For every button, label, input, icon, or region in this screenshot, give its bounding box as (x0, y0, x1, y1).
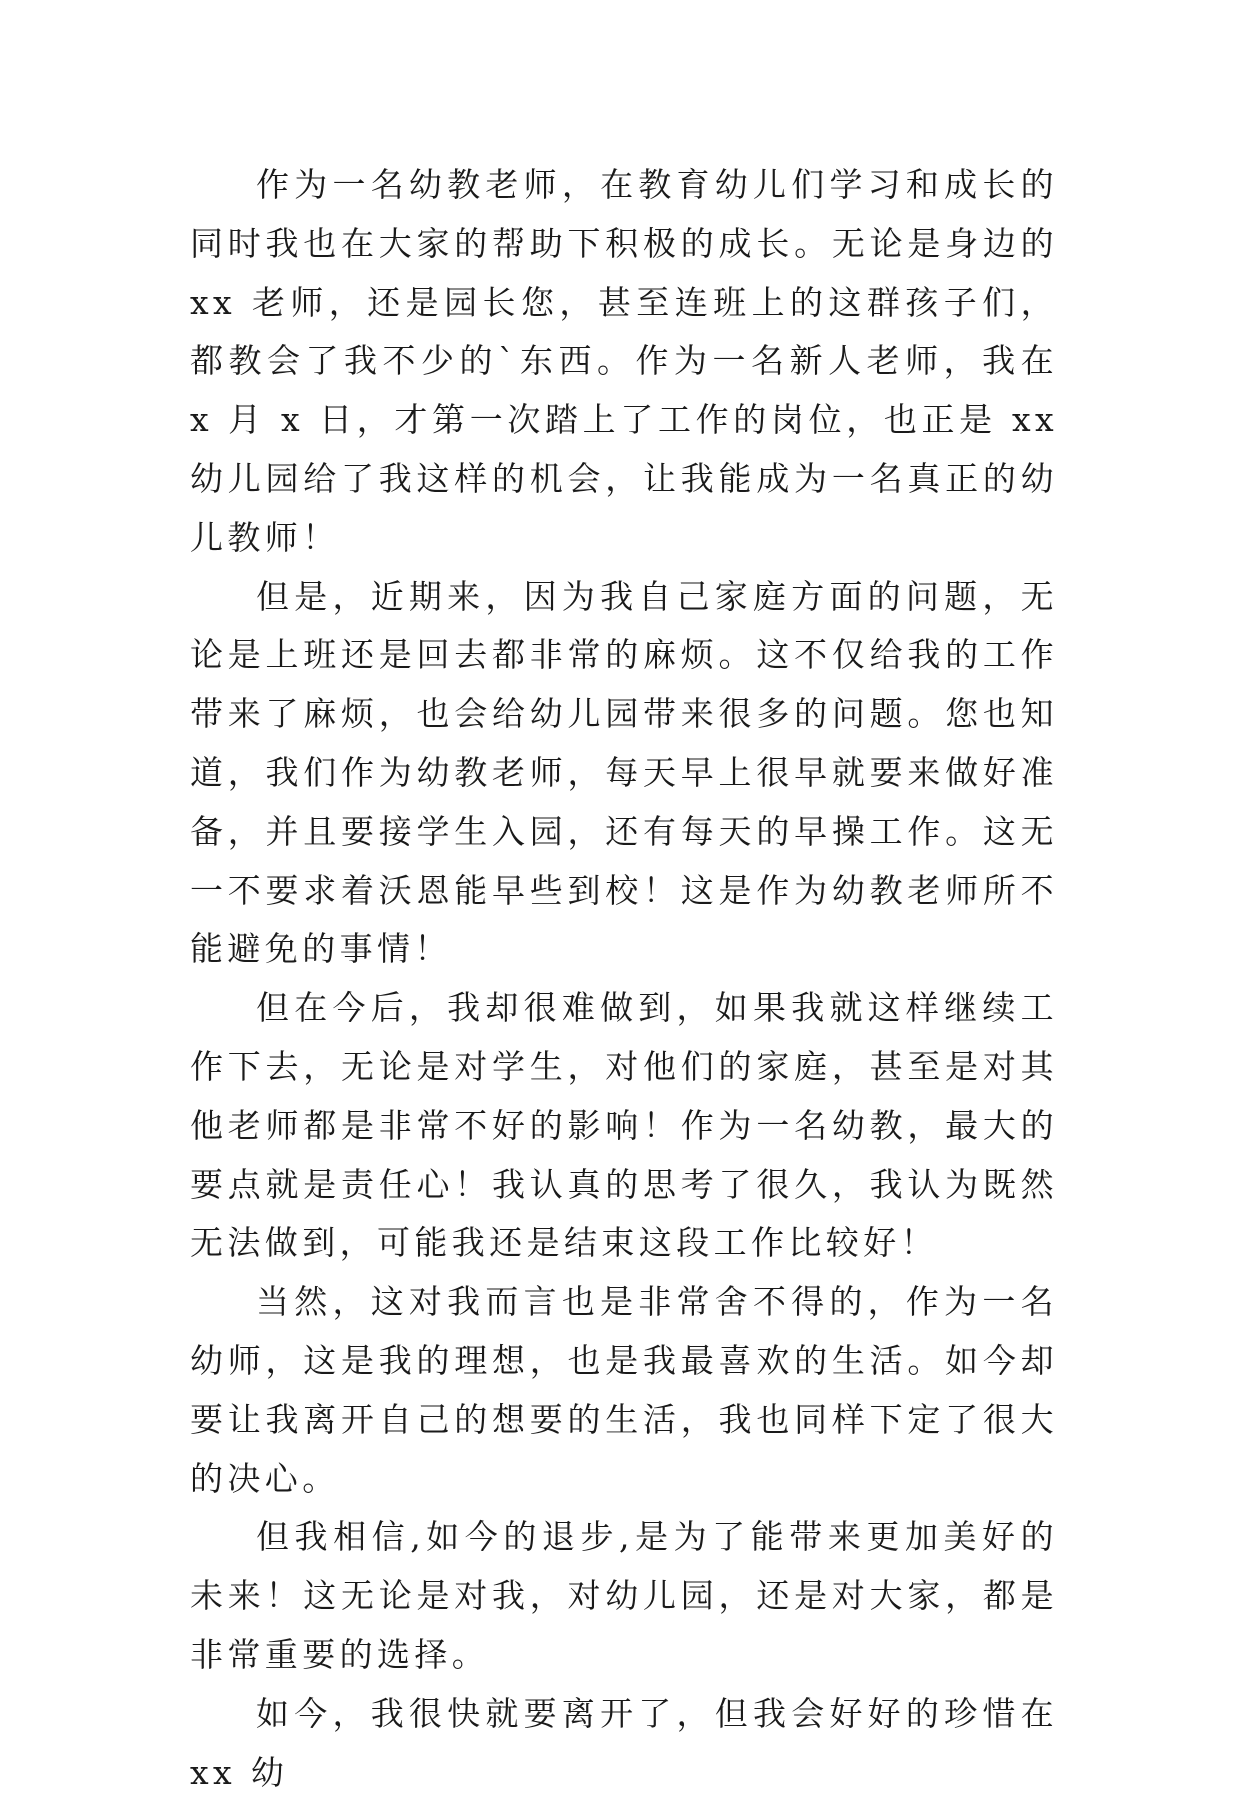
paragraph-1: 作为一名幼教老师，在教育幼儿们学习和成长的同时我也在大家的帮助下积极的成长。无论是身边的 xx 老师，还是园长您，甚至连班上的这群孩子们，都教会了我不少的`东西。作为一名新人老师，我在 x 月 x 日，才第一次踏上了工作的岗位，也正是 xx 幼儿园给了我这样的机会，让我能成为一名真正的幼儿教师！ (190, 165, 1058, 557)
paragraph-2: 但是，近期来，因为我自己家庭方面的问题，无论是上班还是回去都非常的麻烦。这不仅给我的工作带来了麻烦，也会给幼儿园带来很多的问题。您也知道，我们作为幼教老师，每天早上很早就要来做好准备，并且要接学生入园，还有每天的早操工作。这无一不要求着沃恩能早些到校！这是作为幼教老师所不能避免的事情！ (190, 576, 1058, 969)
document-body (190, 156, 1058, 1802)
paragraph-6: 如今，我很快就要离开了，但我会好好的珍惜在 xx 幼 (190, 1693, 1058, 1792)
paragraph-4: 当然，这对我而言也是非常舍不得的，作为一名幼师，这是我的理想，也是我最喜欢的生活。如今却要让我离开自己的想要的生活，我也同样下定了很大的决心。 (190, 1282, 1058, 1498)
paragraph-3: 但在今后，我却很难做到，如果我就这样继续工作下去，无论是对学生，对他们的家庭，甚至是对其他老师都是非常不好的影响！作为一名幼教，最大的要点就是责任心！我认真的思考了很久，我认为既然无法做到，可能我还是结束这段工作比较好！ (190, 988, 1058, 1263)
paragraph-5: 但我相信,如今的退步,是为了能带来更加美好的未来！这无论是对我，对幼儿园，还是对大家，都是非常重要的选择。 (190, 1517, 1058, 1674)
